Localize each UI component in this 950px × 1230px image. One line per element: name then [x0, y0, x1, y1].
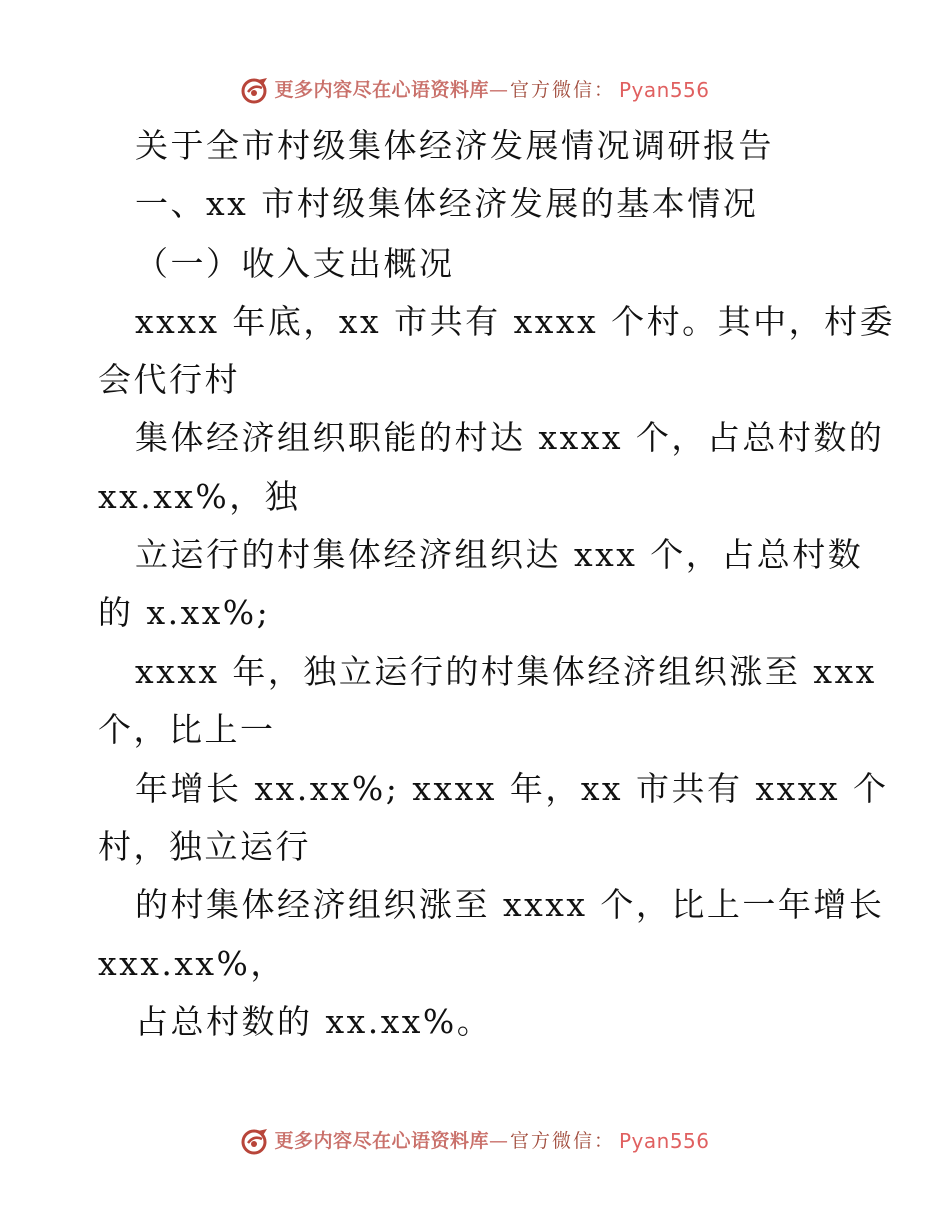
wechat-id: Pyan556 — [619, 1129, 710, 1153]
brand-logo-icon — [240, 76, 270, 104]
wechat-id: Pyan556 — [619, 78, 710, 102]
paragraph-line: 占总村数的 xx.xx%。 — [135, 1002, 493, 1041]
paragraph-line: xxx.xx%， — [98, 944, 286, 983]
paragraph-line: xx.xx%，独 — [98, 477, 301, 516]
paragraph-line: 的 x.xx%; — [98, 593, 271, 632]
paragraph-line: 个，比上一 — [98, 710, 276, 749]
banner-separator: — — [488, 1130, 508, 1152]
subsection-heading: （一）收入支出概况 — [135, 244, 455, 283]
wechat-label: 官方微信： — [509, 79, 615, 101]
paragraph-line: xxxx 年底，xx 市共有 xxxx 个村。其中，村委 — [135, 302, 896, 341]
paragraph-line: 集体经济组织职能的村达 xxxx 个，占总村数的 — [135, 418, 885, 457]
brand-logo-icon — [240, 1127, 270, 1155]
banner-text: 更多内容尽在心语资料库 — [274, 79, 489, 101]
paragraph-line: 年增长 xx.xx%; xxxx 年，xx 市共有 xxxx 个 — [135, 769, 889, 808]
paragraph-line: 村，独立运行 — [98, 827, 311, 866]
document-title: 关于全市村级集体经济发展情况调研报告 — [135, 126, 774, 165]
banner-text: 更多内容尽在心语资料库 — [274, 1130, 489, 1152]
section-heading: 一、xx 市村级集体经济发展的基本情况 — [135, 184, 759, 223]
banner-separator: — — [488, 79, 508, 101]
paragraph-line: 的村集体经济组织涨至 xxxx 个，比上一年增长 — [135, 885, 885, 924]
footer-banner — [0, 1127, 950, 1155]
paragraph-line: 会代行村 — [98, 360, 240, 399]
wechat-label: 官方微信： — [509, 1130, 615, 1152]
header-banner — [0, 76, 950, 104]
paragraph-line: xxxx 年，独立运行的村集体经济组织涨至 xxx — [135, 652, 877, 691]
paragraph-line: 立运行的村集体经济组织达 xxx 个，占总村数 — [135, 535, 864, 574]
